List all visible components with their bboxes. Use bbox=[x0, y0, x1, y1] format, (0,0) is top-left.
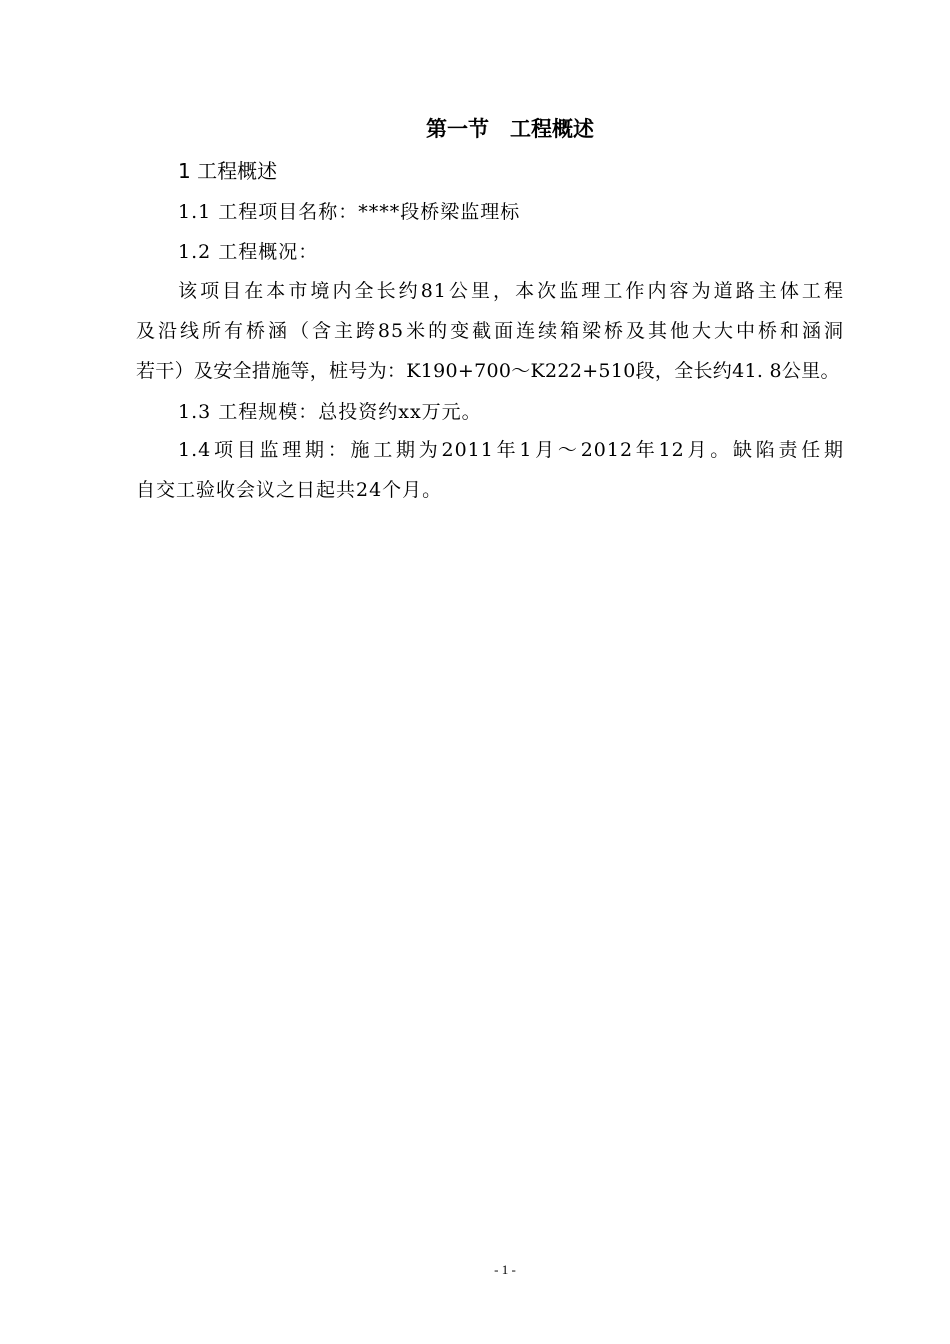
overview-paragraph-line-3: 若干）及安全措施等，桩号为：K190+700～K222+510段，全长约41. 8公里。 bbox=[136, 360, 840, 382]
item-project-overview-label: 1.2 工程概况： bbox=[178, 241, 319, 263]
item-supervision-period-line-1: 1.4项目监理期：施工期为2011年1月～2012年12月。缺陷责任期 bbox=[178, 439, 844, 461]
heading-project-overview: 1 工程概述 bbox=[178, 159, 278, 183]
page-number: - 1 - bbox=[494, 1262, 516, 1277]
item-project-scale: 1.3 工程规模：总投资约xx万元。 bbox=[178, 401, 482, 423]
section-title: 第一节 工程概述 bbox=[426, 117, 594, 141]
item-supervision-period-line-2: 自交工验收会议之日起共24个月。 bbox=[136, 479, 443, 501]
overview-paragraph-line-2: 及沿线所有桥涵（含主跨85米的变截面连续箱梁桥及其他大大中桥和涵洞 bbox=[136, 320, 844, 342]
overview-paragraph-line-1: 该项目在本市境内全长约81公里，本次监理工作内容为道路主体工程 bbox=[178, 280, 844, 302]
item-project-name: 1.1 工程项目名称：****段桥梁监理标 bbox=[178, 201, 521, 223]
